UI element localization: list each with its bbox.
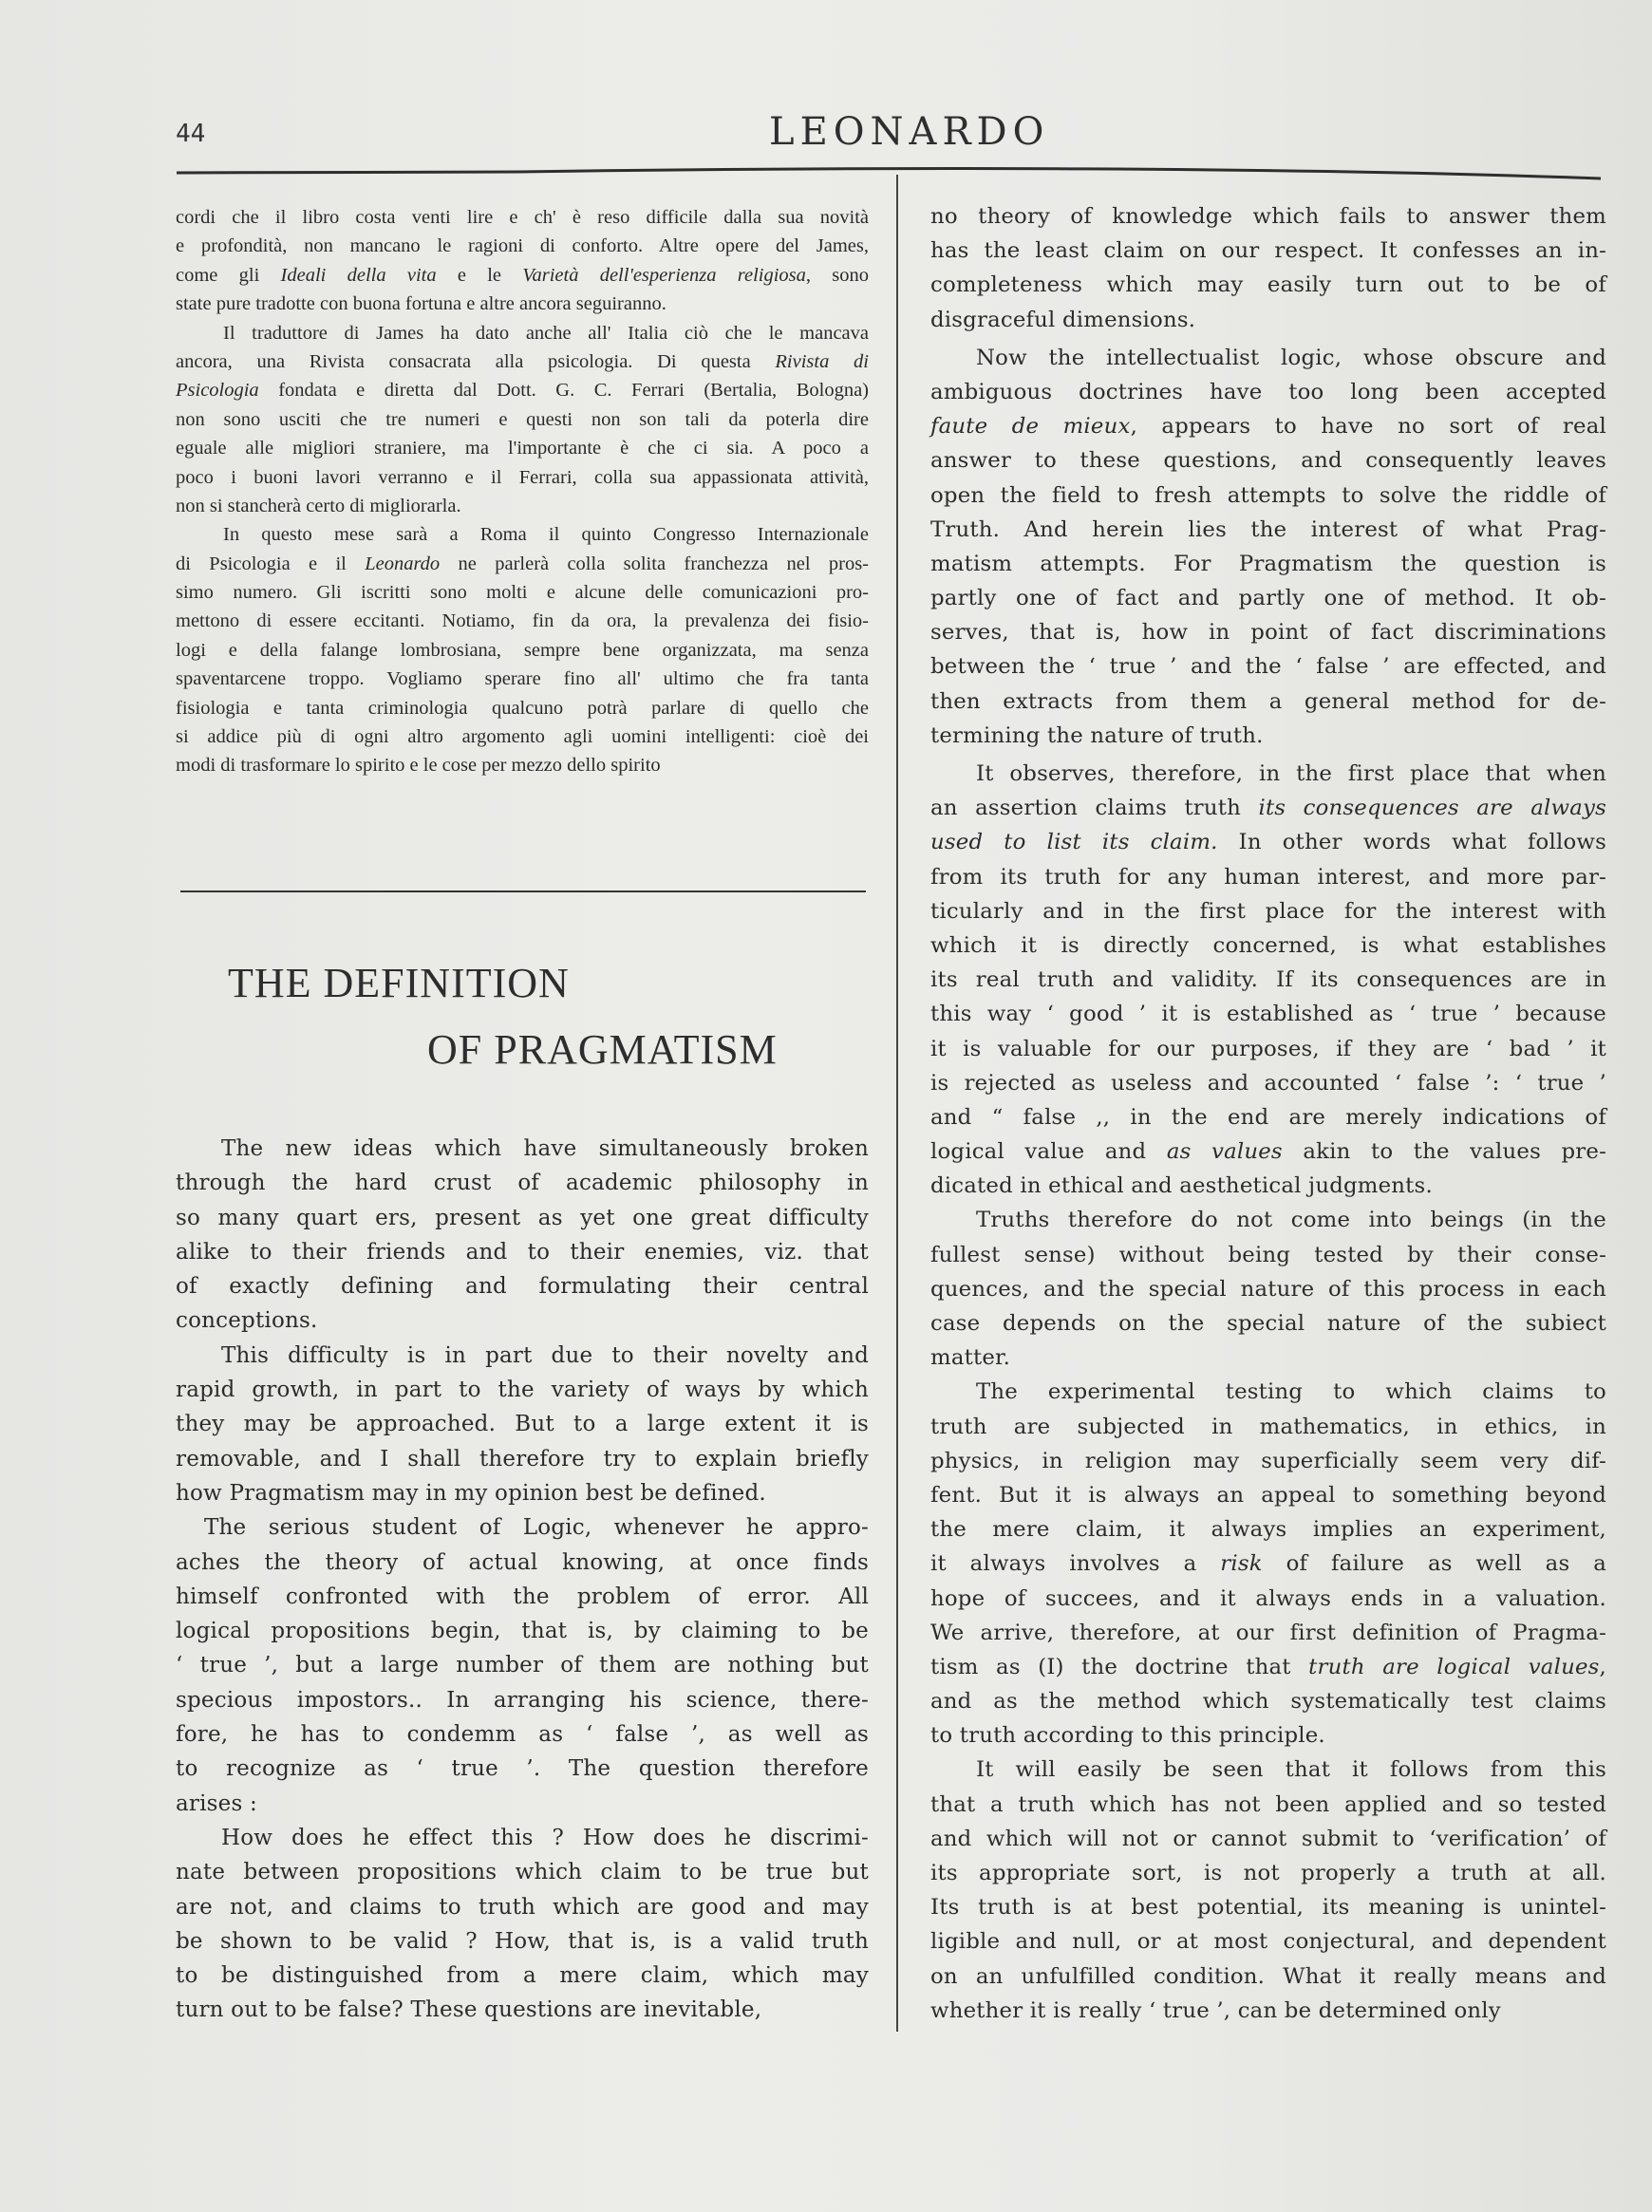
page-number: 44: [176, 120, 206, 148]
text-line: The serious student of Logic, whenever he appro-: [204, 1515, 869, 1541]
text-line: It will easily be seen that it follows from this: [976, 1757, 1606, 1783]
text-line: In questo mese sarà a Roma il quinto Congresso Internazionale: [223, 524, 869, 546]
text-line: Its truth is at best potential, its meaning is unintel-: [930, 1895, 1606, 1921]
text-line: ligible and null, or at most conjectural, and dependent: [930, 1929, 1606, 1955]
text-line: eguale alle migliori straniere, ma l'importante è che ci sia. A poco a: [176, 438, 869, 459]
text-line: Truth. And herein lies the interest of what Prag-: [930, 516, 1606, 542]
text-segment: , sono: [805, 264, 869, 286]
text-segment: In other words what follows: [1217, 830, 1606, 855]
italic-segment: risk: [1220, 1551, 1263, 1577]
text-line: no theory of knowledge which fails to answer them: [930, 204, 1606, 229]
running-title: LEONARDO: [769, 110, 1050, 154]
text-line: [176, 347, 869, 376]
text-line: partly one of fact and partly one of method. It ob-: [930, 586, 1606, 611]
text-line: disgraceful dimensions.: [930, 307, 1196, 332]
text-line: aches the theory of actual knowing, at once finds: [176, 1549, 869, 1575]
text-line: to truth according to this principle.: [930, 1723, 1325, 1749]
text-line: spaventarcene troppo. Vogliamo sperare fino all' ultimo che fra tanta: [176, 668, 869, 690]
text-line: its appropriate sort, is not properly a truth at all.: [930, 1861, 1606, 1885]
text-line: We arrive, therefore, at our first definition of Pragma-: [930, 1620, 1606, 1645]
italian-notes: [176, 203, 869, 780]
text-line: [930, 1650, 1606, 1684]
italic-segment: Psicologia: [176, 380, 259, 402]
text-line: si addice più di ogni altro argomento agli uomini intelligenti: cioè dei: [176, 726, 869, 748]
text-line: truth are subjected in mathematics, in ethics, in: [930, 1414, 1606, 1439]
text-line: nate between propositions which claim to be true but: [176, 1860, 869, 1885]
text-line: serves, that is, how in point of fact discriminations: [930, 620, 1606, 646]
text-line: rapid growth, in part to the variety of ways by which: [176, 1378, 869, 1403]
text-line: answer to these questions, and consequently leaves: [930, 448, 1606, 474]
text-line: are not, and claims to truth which are good and may: [176, 1894, 869, 1920]
text-line: Truths therefore do not come into beings (in the: [976, 1208, 1606, 1233]
text-line: alike to their friends and to their enemies, viz. that: [176, 1239, 869, 1265]
text-line: on an unfulfilled condition. What it really means and: [930, 1963, 1606, 1989]
text-line: is rejected as useless and accounted ‘ false ’: ‘ true ’: [930, 1070, 1606, 1096]
text-segment: , appears to have no sort of real: [1130, 414, 1606, 440]
article-title-line-1: THE DEFINITION: [228, 960, 570, 1006]
text-line: [930, 409, 1606, 443]
text-line: hope of succees, and it always ends in a valuation.: [930, 1585, 1606, 1611]
text-line: [930, 791, 1606, 825]
text-line: fent. But it is always an appeal to something beyond: [930, 1482, 1606, 1508]
italic-segment: truth are logical values: [1308, 1654, 1600, 1679]
text-line: the mere claim, it always implies an experiment,: [930, 1517, 1606, 1543]
italic-segment: Varietà dell'esperienza religiosa: [522, 264, 806, 286]
text-line: [176, 261, 869, 290]
text-line: [930, 1134, 1606, 1169]
text-line: how Pragmatism may in my opinion best be defined.: [176, 1480, 766, 1506]
text-segment: tism as (I) the doctrine that: [930, 1654, 1309, 1679]
text-line: physics, in religion may superficially seem very dif-: [930, 1448, 1606, 1473]
italic-segment: Rivista di: [775, 350, 869, 372]
text-line: ‘ true ’, but a large number of them are nothing but: [176, 1653, 869, 1678]
text-line: specious impostors.. In arranging his science, there-: [176, 1687, 869, 1713]
text-line: quences, and the special nature of this process in each: [930, 1276, 1606, 1302]
text-line: open the field to fresh attempts to solve the riddle of: [930, 482, 1606, 508]
text-line: [176, 550, 869, 578]
text-line: ambiguous doctrines have too long been accepted: [930, 379, 1606, 404]
text-line: whether it is really ‘ true ’, can be determined only: [930, 1997, 1501, 2023]
text-line: completeness which may easily turn out to be of: [930, 272, 1606, 298]
text-line: its real truth and validity. If its consequences are in: [930, 967, 1606, 993]
italic-segment: faute de mieux: [930, 414, 1131, 440]
text-line: conceptions.: [176, 1308, 318, 1334]
text-line: which it is directly concerned, is what establishes: [930, 932, 1606, 958]
text-line: himself confronted with the problem of error. All: [176, 1584, 869, 1609]
text-segment: logical value and: [930, 1139, 1167, 1165]
text-line: be shown to be valid ? How, that is, is a valid truth: [176, 1928, 869, 1954]
text-line: Il traduttore di James ha dato anche all' Italia ciò che le mancava: [223, 322, 869, 344]
text-line: fullest sense) without being tested by their conse-: [930, 1242, 1606, 1267]
text-line: logi e della falange lombrosiana, sempre bene organizzata, ma senza: [176, 639, 869, 661]
text-line: non si stancherà certo di migliorarla.: [176, 495, 461, 516]
italic-segment: used to list its claim.: [930, 830, 1218, 855]
text-segment: an assertion claims truth: [930, 796, 1259, 821]
text-line: between the ‘ true ’ and the ‘ false ’ are effected, and: [930, 654, 1606, 680]
text-segment: come gli: [176, 264, 281, 286]
text-line: non sono usciti che tre numeri e questi non son tali da poterla dire: [176, 408, 869, 430]
text-line: [930, 825, 1606, 859]
column-divider: [896, 175, 898, 2032]
italic-segment: Leonardo: [365, 553, 441, 574]
text-line: modi di trasformare lo spirito e le cose per mezzo dello spirito: [176, 755, 661, 777]
text-segment: ne parlerà colla solita franchezza nel pros-: [440, 553, 869, 574]
text-line: to be distinguished from a mere claim, which may: [176, 1963, 869, 1989]
article-right-column: [930, 199, 1606, 2028]
text-segment: e le: [436, 264, 523, 286]
text-line: fisiologia e tanta criminologia qualcuno potrà parlare di quello che: [176, 697, 869, 719]
text-line: It observes, therefore, in the first place that when: [976, 761, 1606, 786]
text-line: matism attempts. For Pragmatism the question is: [930, 551, 1606, 576]
text-segment: ,: [1599, 1654, 1606, 1679]
text-line: of exactly defining and formulating their central: [176, 1274, 869, 1300]
text-line: [176, 376, 869, 404]
text-line: they may be approached. But to a large extent it is: [176, 1412, 869, 1437]
text-line: logical propositions begin, that is, by claiming to be: [176, 1619, 869, 1644]
text-line: dicated in ethical and aesthetical judgments.: [930, 1173, 1433, 1199]
text-line: then extracts from them a general method for de-: [930, 688, 1606, 714]
text-line: The experimental testing to which claims to: [976, 1379, 1606, 1405]
text-line: case depends on the special nature of the subiect: [930, 1311, 1606, 1336]
text-line: that a truth which has not been applied and so tested: [930, 1791, 1606, 1817]
text-line: Now the intellectualist logic, whose obscure and: [976, 345, 1606, 370]
text-line: arises :: [176, 1790, 257, 1816]
article-left-column: [176, 1132, 869, 2028]
text-segment: of failure as well as a: [1262, 1551, 1606, 1577]
text-line: This difficulty is in part due to their novelty and: [221, 1342, 869, 1368]
text-segment: akin to the values pre-: [1282, 1139, 1606, 1165]
text-line: through the hard crust of academic philosophy in: [176, 1171, 869, 1196]
text-line: to recognize as ‘ true ’. The question therefore: [176, 1756, 869, 1782]
text-line: matter.: [930, 1345, 1011, 1371]
text-line: this way ‘ good ’ it is established as ‘ true ’ because: [930, 1002, 1606, 1027]
text-segment: ancora, una Rivista consacrata alla psicologia. Di questa: [176, 350, 776, 372]
text-line: has the least claim on our respect. It confesses an in-: [930, 238, 1606, 264]
text-line: it is valuable for our purposes, if they are ‘ bad ’ it: [930, 1036, 1606, 1061]
text-segment: it always involves a: [930, 1551, 1221, 1577]
text-line: fore, he has to condemm as ‘ false ’, as well as: [176, 1722, 869, 1748]
italic-segment: Ideali della vita: [280, 264, 437, 286]
text-line: [930, 1547, 1606, 1581]
text-line: mettono di essere eccitanti. Notiamo, fin da ora, la prevalenza dei fisio-: [176, 610, 869, 632]
text-line: and which will not or cannot submit to ‘verification’ of: [930, 1826, 1606, 1851]
text-line: so many quart ers, present as yet one great difficulty: [176, 1205, 869, 1230]
text-line: and as the method which systematically test claims: [930, 1689, 1606, 1715]
header-rule-line: [177, 169, 1601, 178]
text-line: termining the nature of truth.: [930, 722, 1264, 748]
section-divider-rule: [180, 890, 866, 892]
article-title-line-2: OF PRAGMATISM: [427, 1026, 778, 1073]
text-segment: fondata e diretta dal Dott. G. C. Ferrari (Bertalia, Bologna): [258, 380, 869, 402]
text-line: simo numero. Gli iscritti sono molti e alcune delle comunicazioni pro-: [176, 582, 869, 604]
text-line: state pure tradotte con buona fortuna e altre ancora seguiranno.: [176, 293, 666, 315]
text-line: How does he effect this ? How does he discrimi-: [221, 1825, 869, 1850]
text-line: cordi che il libro costa venti lire e ch' è reso difficile dalla sua novità: [176, 207, 869, 228]
text-line: from its truth for any human interest, and more par-: [930, 864, 1606, 890]
text-line: poco i buoni lavori verranno e il Ferrari, colla sua appassionata attività,: [176, 466, 869, 488]
italic-segment: as values: [1166, 1139, 1283, 1165]
text-segment: di Psicologia e il: [176, 553, 366, 574]
italic-segment: its consequences are always: [1258, 796, 1606, 821]
header-rule: [177, 167, 1601, 180]
text-line: e profondità, non mancano le ragioni di conforto. Altre opere del James,: [176, 235, 869, 257]
text-line: removable, and I shall therefore try to explain briefly: [176, 1446, 869, 1472]
text-line: The new ideas which have simultaneously broken: [221, 1136, 869, 1161]
text-line: and “ false ,, in the end are merely indications of: [930, 1104, 1606, 1130]
text-line: ticularly and in the first place for the interest with: [930, 898, 1606, 924]
text-line: turn out to be false? These questions are inevitable,: [176, 1997, 762, 2023]
